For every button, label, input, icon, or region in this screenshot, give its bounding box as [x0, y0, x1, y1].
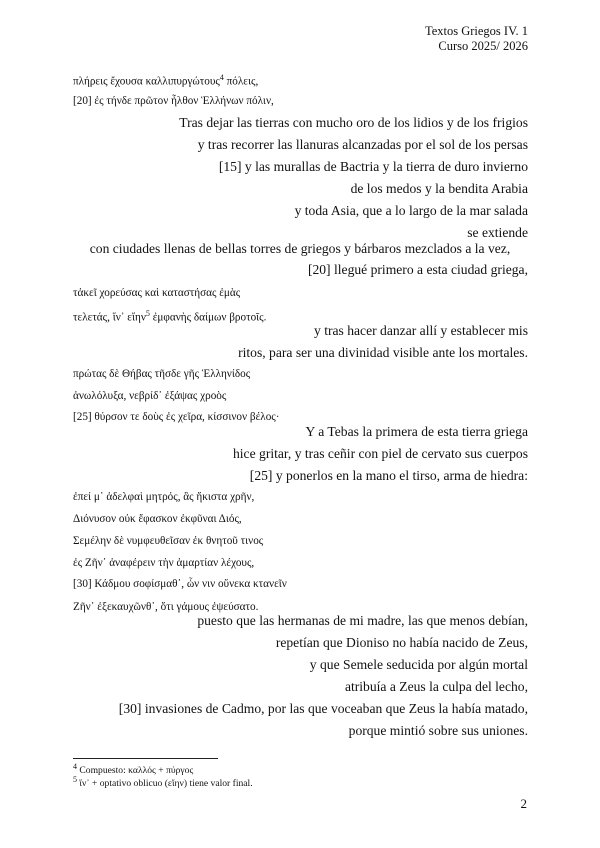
translation-line: y que Semele seducida por algún mortal [309, 657, 528, 672]
footnote-ref[interactable]: 5 [145, 309, 150, 318]
translation-line: hice gritar, y tras ceñir con piel de cervato sus cuerpos [232, 446, 528, 461]
footnote: $^4$ Compuesto: καλλός + πύργος [73, 762, 194, 777]
greek-line: ἀνωλόλυξα, νεβρίδ᾽ ἐξάψας χροὸς [73, 390, 227, 402]
translation-line: y tras hacer danzar allí y establecer mis [314, 323, 528, 338]
greek-line: [30] Κάδμου σοφίσμαθ᾽, ὧν νιν οὕνεκα κτανεῖν [73, 578, 287, 590]
translation-line: con ciudades llenas de bellas torres de griegos y bárbaros mezclados a la vez, [89, 241, 511, 256]
greek-line: ἐπεί μ᾽ ἀδελφαὶ μητρός, ἃς ἥκιστα χρῆν, [73, 491, 255, 503]
greek-line: [20] ἐς τήνδε πρῶτον ἦλθον Ἑλλήνων πόλιν, [73, 95, 274, 107]
page-number: 2 [520, 796, 527, 811]
translation-line: Tras dejar las tierras con mucho oro de los lidios y de los frigios [179, 115, 528, 130]
greek-line: τελετάς, ἵν᾽ εἴην$^5$ ἐμφανὴς δαίμων βροτοῖς. [73, 309, 267, 324]
greek-line: Διόνυσον οὐκ ἔφασκον ἐκφῦναι Διός, [73, 513, 242, 525]
translation-line: [30] invasiones de Cadmo, por las que voceaban que Zeus la había matado, [118, 701, 528, 716]
translation-line: y toda Asia, que a lo largo de la mar salada [294, 203, 528, 218]
greek-line: ἐς Ζῆν᾽ ἀναφέρειν τὴν ἁμαρτίαν λέχους, [73, 557, 255, 569]
footnote-ref[interactable]: 4 [219, 73, 224, 82]
greek-line: τἀκεῖ χορεύσας καὶ καταστήσας ἐμὰς [73, 287, 241, 299]
greek-line: πλήρεις ἔχουσα καλλιπυργώτους$^4$ πόλεις, [73, 73, 259, 88]
translation-line: [15] y las murallas de Bactria y la tierra de duro invierno [218, 159, 528, 174]
translation-line: y tras recorrer las llanuras alcanzadas por el sol de los persas [197, 137, 528, 152]
translation-line: se extiende [467, 225, 528, 240]
course-title: Textos Griegos IV. 1 [424, 24, 528, 38]
course-year: Curso 2025/ 2026 [438, 39, 528, 53]
greek-line: [25] θύρσον τε δοὺς ἐς χεῖρα, κίσσινον βέλος· [73, 411, 280, 423]
translation-line: porque mintió sobre sus uniones. [348, 723, 528, 738]
greek-line: Σεμέλην δὲ νυμφευθεῖσαν ἐκ θνητοῦ τινος [73, 535, 264, 547]
translation-line: repetían que Dioniso no había nacido de Zeus, [275, 635, 528, 650]
translation-line: Y a Tebas la primera de esta tierra griega [305, 424, 528, 439]
translation-line: [25] y ponerlos en la mano el tirso, arma de hiedra: [249, 468, 528, 483]
translation-line: ritos, para ser una divinidad visible ante los mortales. [238, 345, 528, 360]
footnote: $^5$ ἵν᾽ + optativo oblicuo (εἴην) tiene valor final. [73, 775, 253, 790]
translation-line: de los medos y la bendita Arabia [350, 181, 528, 196]
translation-line: [20] llegué primero a esta ciudad griega, [307, 262, 528, 277]
translation-line: atribuía a Zeus la culpa del lecho, [344, 679, 528, 694]
translation-line: puesto que las hermanas de mi madre, las que menos debían, [197, 613, 528, 628]
greek-line: Ζῆν᾽ ἐξεκαυχῶνθ᾽, ὅτι γάμους ἐψεύσατο. [73, 601, 259, 613]
greek-line: πρώτας δὲ Θήβας τῆσδε γῆς Ἑλληνίδος [73, 368, 251, 380]
footnote-divider [73, 758, 218, 759]
